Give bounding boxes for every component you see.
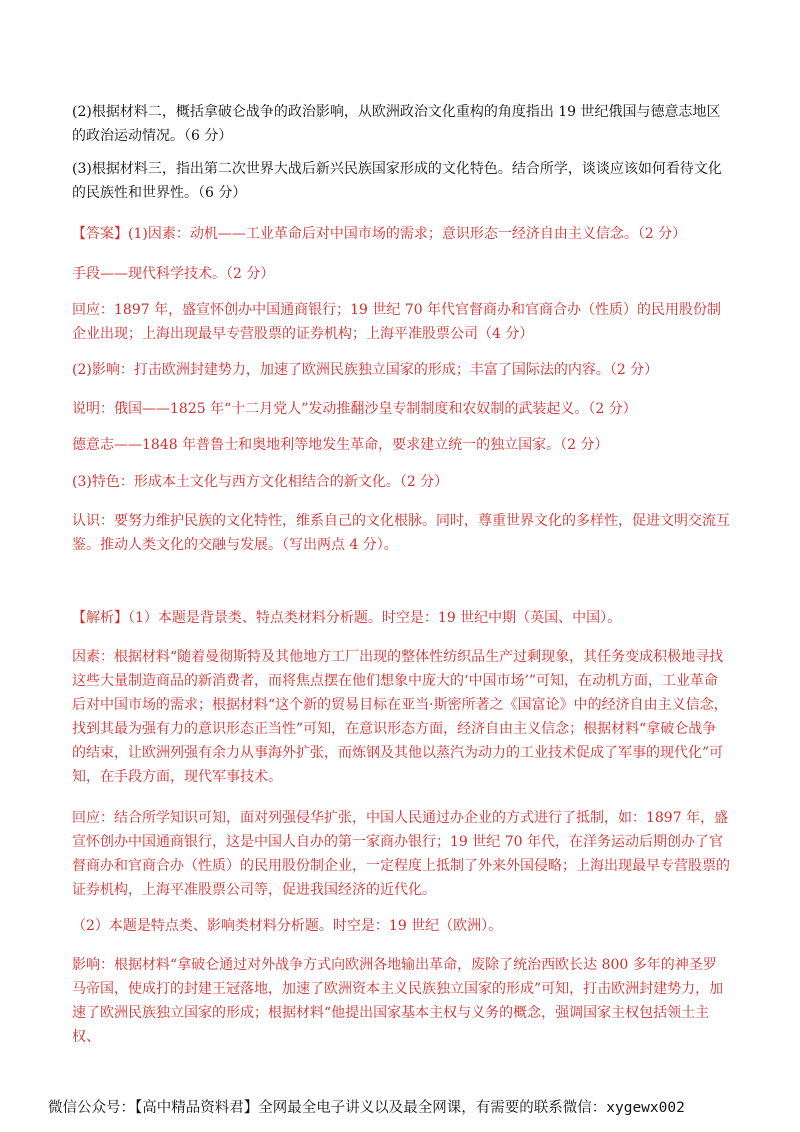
answer-para-2: 手段——现代科学技术。（2 分） <box>72 266 275 282</box>
answer-tag: 【答案】 <box>72 226 128 242</box>
answer-para-3: 回应：1897 年，盛宣怀创办中国通商银行；19 世纪 70 年代官督商办和官商合办（性质）的民用股份制企业出现；上海出现最早专营股票的证券机构；上海平准股票公司（4 分） <box>72 302 722 342</box>
analysis-para-1-text: （1）本题是背景类、特点类材料分析题。时空是：19 世纪中期（英国、中国）。 <box>128 610 622 626</box>
answer-para-4: (2)影响：打击欧洲封建势力，加速了欧洲民族独立国家的形成；丰富了国际法的内容。（2 分） <box>72 362 659 378</box>
analysis-tag: 【解析】 <box>72 610 128 626</box>
answer-para-1-text: (1)因素：动机——工业革命后对中国市场的需求；意识形态一经济自由主义信念。（2 分） <box>128 226 687 242</box>
answer-para-7: (3)特色：形成本土文化与西方文化相结合的新文化。（2 分） <box>72 474 449 490</box>
answer-para-8: 认识：要努力维护民族的文化特性，维系自己的文化根脉。同时，尊重世界文化的多样性，促进文明交流互鉴。推动人类文化的交融与发展。（写出两点 4 分）。 <box>72 513 730 553</box>
question-3: (3)根据材料三，指出第二次世界大战后新兴民族国家形成的文化特色。结合所学，谈谈应该如何看待文化的民族性和世界性。（6 分） <box>72 161 722 201</box>
answer-para-5: 说明：俄国——1825 年“十二月党人”发动推翻沙皇专制制度和农奴制的武装起义。（2 分） <box>72 401 637 417</box>
analysis-para-2: 因素：根据材料“随着曼彻斯特及其他地方工厂出现的整体性纺织品生产过剩现象，其任务变成积极地寻找这些大量制造商品的新消费者，而将焦点摆在他们想象中庞大的‘中国市场’”可知，在动机方面，工业革命后对中国市场的需求；根据材料“这个新的贸易目标在亚当·斯密所著之《国富论》中的经济自由主义信念，找到其最为强有力的意识形态正当性”可知，在意识形态方面，经济自由主义信念；根据材料“拿破仑战争的结束，让欧洲列强有余力从事海外扩张，而炼钢及其他以蒸汽为动力的工业技术促成了军事的现代化”可知，在手段方面，现代军事技术。 <box>72 649 728 785</box>
analysis-para-3: 回应：结合所学知识可知，面对列强侵华扩张，中国人民通过办企业的方式进行了抵制，如：1897 年，盛宣怀创办中国通商银行，这是中国人自办的第一家商办银行；19 世纪 70 年代，在洋务运动后期创办了官督商办和官商合办（性质）的民用股份制企业，一定程度上抵制了外来外国侵略；上海出现最早专营股票的证券机构，上海平准股票公司等，促进我国经济的近代化。 <box>72 810 730 898</box>
analysis-para-4: （2）本题是特点类、影响类材料分析题。时空是：19 世纪（欧洲）。 <box>72 918 503 934</box>
analysis-para-1 <box>72 606 730 630</box>
footer-text: 微信公众号：【高中精品资料君】全网最全电子讲义以及最全网课，有需要的联系微信： <box>48 1100 607 1116</box>
answer-para-6: 德意志——1848 年普鲁士和奥地利等地发生革命，要求建立统一的独立国家。（2 分） <box>72 437 609 453</box>
answer-para-1 <box>72 222 730 246</box>
footer-banner <box>48 1097 788 1119</box>
question-2: (2)根据材料二，概括拿破仑战争的政治影响，从欧洲政治文化重构的角度指出 19 世纪俄国与德意志地区的政治运动情况。（6 分） <box>72 104 721 144</box>
footer-wechat-id: xygewx002 <box>606 1100 685 1116</box>
analysis-para-5: 影响：根据材料“拿破仑通过对外战争方式向欧洲各地输出革命，废除了统治西欧长达 800 多年的神圣罗马帝国，使成打的封建王冠落地，加速了欧洲资本主义民族独立国家的形成”可知，打击欧洲封建势力，加速了欧洲民族独立国家的形成；根据材料“他提出国家基本主权与义务的概念，强调国家主权包括领土主权、 <box>72 957 724 1045</box>
